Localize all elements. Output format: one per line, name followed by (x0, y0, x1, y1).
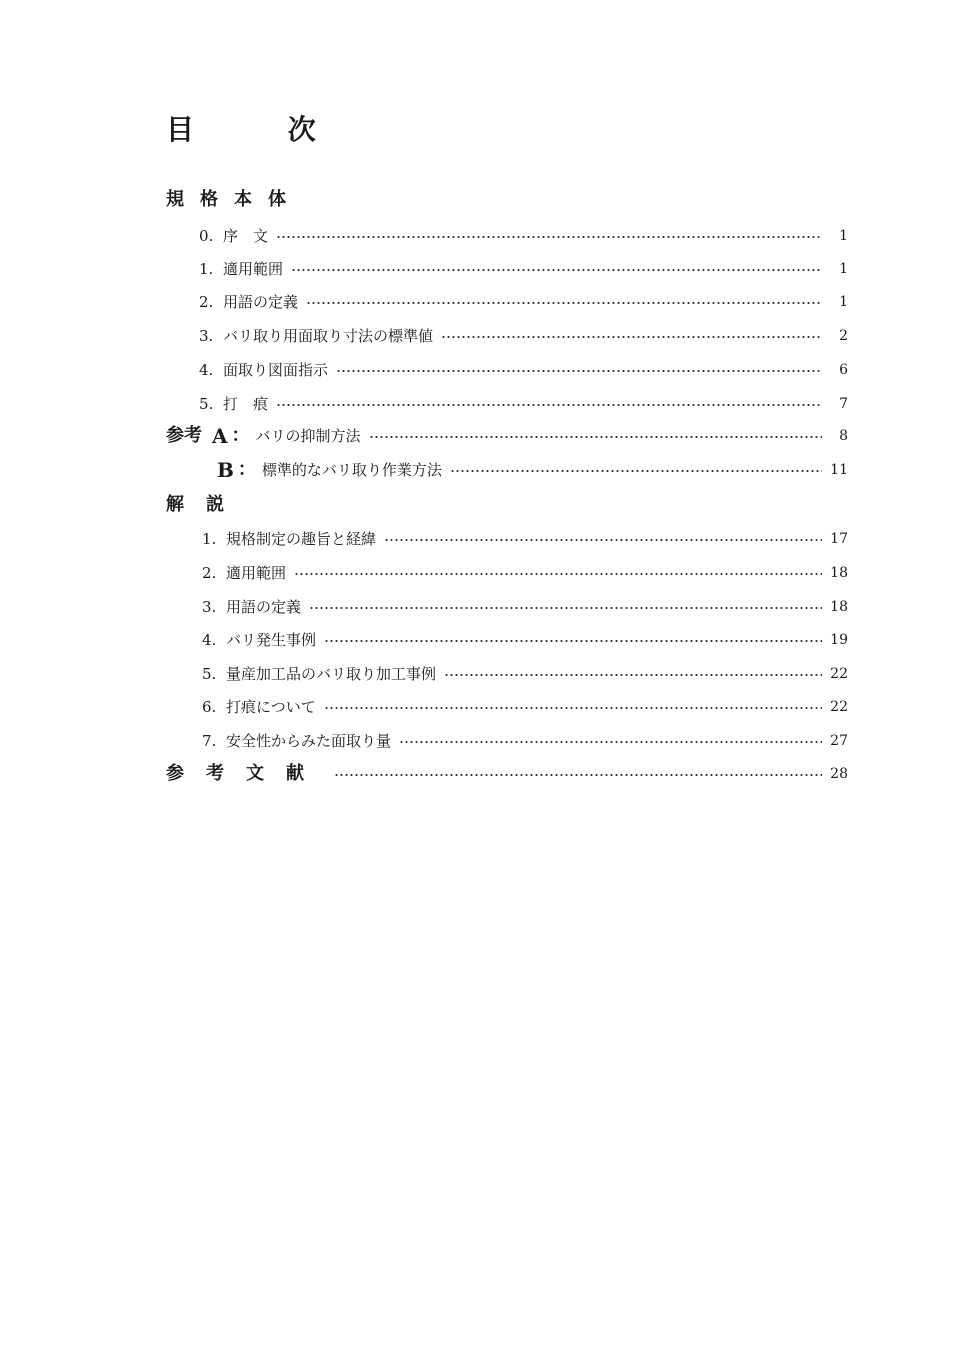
appendix-colon: ： (231, 425, 250, 446)
entry-number: 5. (199, 395, 214, 413)
entry-title: 量産加工品のバリ取り加工事例 (226, 665, 437, 683)
entry-title: 面取り図面指示 (223, 361, 329, 379)
dot-leader (399, 741, 822, 743)
entry-page: 11 (830, 462, 848, 478)
entry-page: 27 (830, 733, 848, 749)
dot-leader (294, 573, 822, 575)
appendix-letter: B (217, 458, 234, 482)
toc-entry[interactable] (202, 695, 848, 719)
entry-number: 2. (199, 293, 214, 311)
toc-entry[interactable] (199, 392, 848, 416)
entry-page: 7 (839, 396, 848, 412)
entry-title: 規格制定の趣旨と経緯 (226, 530, 377, 548)
entry-number: 6. (202, 698, 217, 716)
dot-leader (441, 336, 822, 338)
entry-number: 2. (202, 564, 217, 582)
dot-leader (334, 774, 822, 776)
toc-entry[interactable] (199, 257, 848, 281)
entry-number: 0. (199, 227, 214, 245)
dot-leader (324, 640, 822, 642)
toc-entry[interactable] (199, 324, 848, 348)
dot-leader (324, 707, 822, 709)
dot-leader (450, 470, 822, 472)
toc-entry[interactable] (199, 358, 848, 382)
entry-number: 4. (202, 631, 217, 649)
entry-number: 3. (199, 327, 214, 345)
entry-title: バリ取り用面取り寸法の標準値 (223, 327, 434, 345)
entry-number: 7. (202, 732, 217, 750)
entry-number: 3. (202, 598, 217, 616)
toc-entry[interactable] (202, 729, 848, 753)
appendix-letter: A (212, 424, 228, 448)
entry-number: 4. (199, 361, 214, 379)
entry-page: 8 (839, 428, 848, 444)
entry-number: 5. (202, 665, 217, 683)
entry-page: 1 (839, 228, 848, 244)
entry-title: 打痕について (226, 698, 316, 716)
entry-title: 適用範囲 (223, 260, 284, 278)
toc-entry-appendix-b[interactable] (217, 458, 848, 482)
dot-leader (306, 302, 822, 304)
entry-number: 1. (202, 530, 217, 548)
section-heading-references: 参考文献 (166, 763, 326, 784)
entry-page: 1 (839, 261, 848, 277)
entry-number: 1. (199, 260, 214, 278)
entry-title: 安全性からみた面取り量 (226, 732, 392, 750)
entry-page: 2 (839, 328, 848, 344)
entry-title: 用語の定義 (223, 293, 299, 311)
toc-entry-references[interactable] (166, 762, 848, 786)
toc-entry[interactable] (202, 662, 848, 686)
toc-entry[interactable] (202, 527, 848, 551)
entry-title: 用語の定義 (226, 598, 302, 616)
entry-title: 打 痕 (223, 395, 269, 413)
toc-entry[interactable] (202, 628, 848, 652)
toc-entry[interactable] (202, 561, 848, 585)
toc-entry[interactable] (199, 224, 848, 248)
dot-leader (384, 539, 822, 541)
entry-page: 17 (830, 531, 848, 547)
entry-page: 6 (839, 362, 848, 378)
toc-entry-appendix-a[interactable] (166, 424, 848, 448)
dot-leader (309, 607, 822, 609)
entry-page: 19 (830, 632, 848, 648)
entry-page: 22 (830, 666, 848, 682)
dot-leader (444, 674, 822, 676)
entry-title: バリ発生事例 (226, 631, 317, 649)
entry-page: 22 (830, 699, 848, 715)
appendix-colon: ： (237, 459, 256, 480)
dot-leader (276, 404, 822, 406)
entry-page: 18 (830, 565, 848, 581)
entry-title: 序 文 (223, 227, 269, 245)
appendix-label: 参考 (166, 425, 202, 446)
entry-page: 1 (839, 294, 848, 310)
toc-entry[interactable] (199, 290, 848, 314)
entry-title: バリの抑制方法 (255, 427, 361, 445)
dot-leader (369, 436, 822, 438)
dot-leader (276, 236, 822, 238)
entry-title: 適用範囲 (226, 564, 287, 582)
section-heading-main: 規格本体 (166, 189, 302, 210)
section-heading-commentary: 解説 (166, 494, 246, 515)
entry-title: 標準的なバリ取り作業方法 (261, 461, 442, 479)
dot-leader (291, 269, 822, 271)
entry-page: 28 (830, 766, 848, 782)
toc-entry[interactable] (202, 595, 848, 619)
dot-leader (336, 370, 822, 372)
entry-page: 18 (830, 599, 848, 615)
page-title: 目 次 (166, 113, 358, 146)
